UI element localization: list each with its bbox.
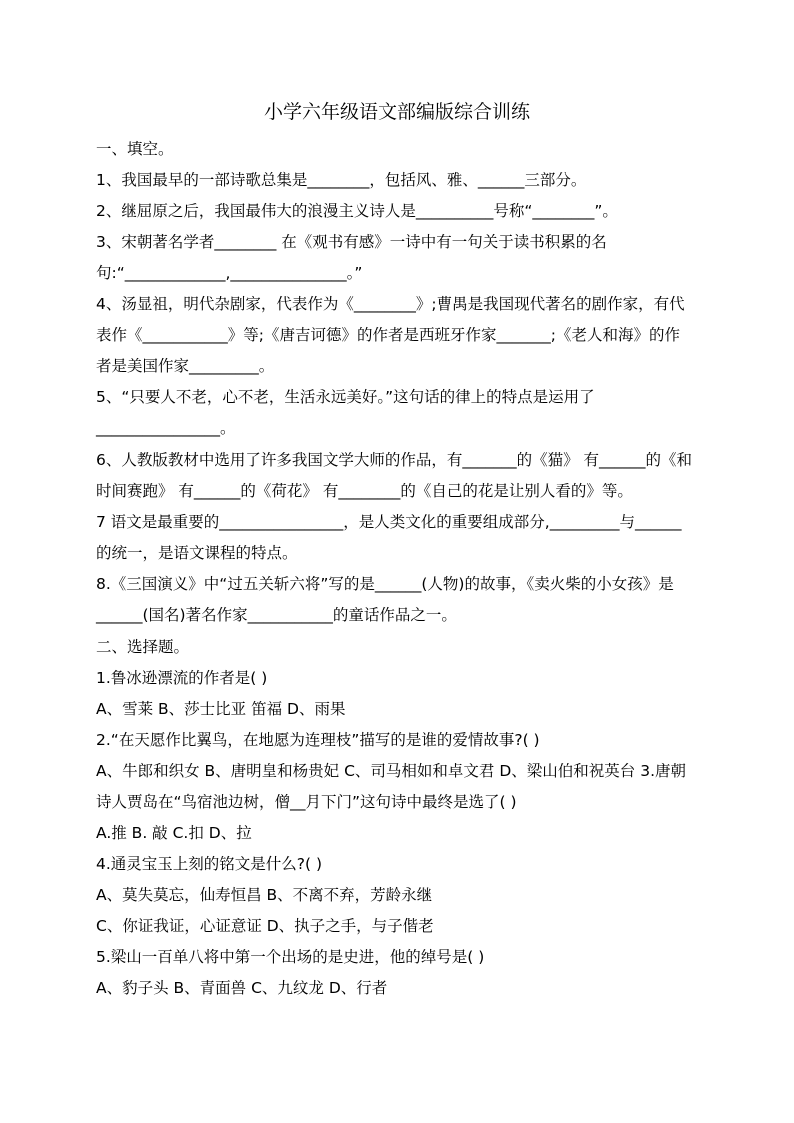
question-line: ________________。 xyxy=(96,419,236,437)
question-line: 4、汤显祖，明代杂剧家，代表作为《________》;曹禺是我国现代著名的剧作家，有代 xyxy=(96,295,685,313)
question-line: 的统一，是语文课程的特点。 xyxy=(96,544,298,562)
document-title: 小学六年级语文部编版综合训练 xyxy=(263,101,530,123)
section-heading-choice: 二、选择题。 xyxy=(96,638,190,656)
question-line: 1.鲁冰逊漂流的作者是( ) xyxy=(96,669,268,687)
question-line: 1、我国最早的一部诗歌总集是________，包括风、雅、______三部分。 xyxy=(96,171,587,189)
option-line: A、豹子头 B、青面兽 C、九纹龙 D、行者 xyxy=(96,979,388,997)
question-line: 2、继屈原之后，我国最伟大的浪漫主义诗人是__________号称“________”。 xyxy=(96,202,618,220)
question-line: 诗人贾岛在“鸟宿池边树，僧__月下门”这句诗中最终是选了( ) xyxy=(96,793,517,811)
question-line: 3、宋朝著名学者________ 在《观书有感》一诗中有一句关于读书积累的名 xyxy=(96,233,607,251)
option-line: A、莫失莫忘，仙寿恒昌 B、不离不弃，芳龄永继 xyxy=(96,886,433,904)
question-line: 6、人教版教材中选用了许多我国文学大师的作品，有_______的《猫》 有______的《和 xyxy=(96,451,693,469)
question-line: 4.通灵宝玉上刻的铭文是什么?( ) xyxy=(96,855,323,873)
section-heading-fill-blank: 一、填空。 xyxy=(96,140,174,158)
question-line: 8.《三国演义》中“过五关斩六将”写的是______(人物)的故事，《卖火柴的小女孩》是 xyxy=(96,575,674,593)
option-line: C、你证我证，心证意证 D、执子之手，与子偕老 xyxy=(96,917,434,935)
option-line: A.推 B. 敲 C.扣 D、拉 xyxy=(96,824,252,842)
option-line: A、雪莱 B、莎士比亚 笛福 D、雨果 xyxy=(96,700,346,718)
question-line: 2.“在天愿作比翼鸟，在地愿为连理枝”描写的是谁的爱情故事?( ) xyxy=(96,731,540,749)
option-line: A、牛郎和织女 B、唐明皇和杨贵妃 C、司马相如和卓文君 D、梁山伯和祝英台 3.唐朝 xyxy=(96,762,686,780)
question-line: 7 语文是最重要的________________，是人类文化的重要组成部分,_________与______ xyxy=(96,513,682,531)
question-line: 表作《___________》等;《唐吉诃德》的作者是西班牙作家_______;《老人和海》的作 xyxy=(96,326,680,344)
question-line: 者是美国作家_________。 xyxy=(96,357,275,375)
question-line: 5、“只要人不老，心不老，生活永远美好。”这句话的律上的特点是运用了 xyxy=(96,388,595,406)
question-line: 时间赛跑》 有______的《荷花》 有________的《自己的花是让别人看的》等。 xyxy=(96,482,633,500)
question-line: ______(国名)著名作家___________的童话作品之一。 xyxy=(96,606,457,624)
question-line: 句:“_____________,_______________。” xyxy=(96,264,363,282)
question-line: 5.梁山一百单八将中第一个出场的是史进，他的绰号是( ) xyxy=(96,948,485,966)
